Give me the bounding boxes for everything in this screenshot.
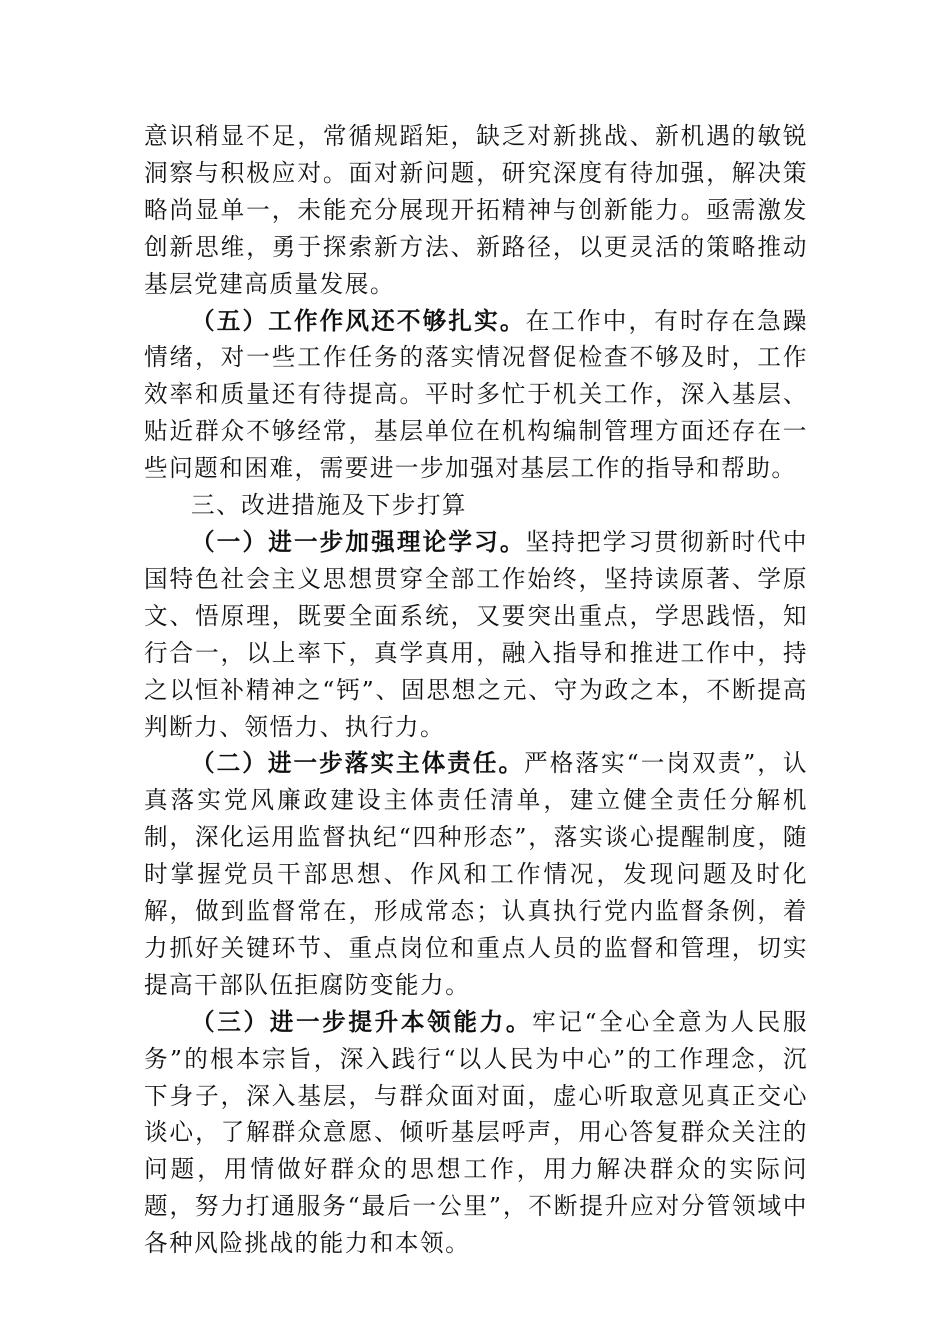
body-paragraph bbox=[144, 303, 808, 488]
paragraph-text: 意识稍显不足，常循规蹈矩，缺乏对新挑战、新机遇的敏锐洞察与积极应对。面对新问题，研究深度有待加强，解决策略尚显单一，未能充分展现开拓精神与创新能力。亟需激发创新思维，勇于探索新方法、新路径，以更灵活的策略推动基层党建高质量发展。 bbox=[144, 122, 808, 298]
paragraph-text: 在工作中，有时存在急躁情绪，对一些工作任务的落实情况督促检查不够及时，工作效率和质量还有待提高。平时多忙于机关工作，深入基层、贴近群众不够经常，基层单位在机构编制管理方面还存在一些问题和困难，需要进一步加强对基层工作的指导和帮助。 bbox=[144, 306, 809, 483]
measure-paragraph bbox=[144, 524, 808, 745]
measure-lead: （二）进一步落实主体责任。 bbox=[191, 749, 525, 778]
section-heading: 三、改进措施及下步打算 bbox=[191, 491, 468, 520]
measure-paragraph bbox=[144, 745, 808, 1003]
body-paragraph bbox=[144, 118, 808, 303]
document-page bbox=[144, 118, 808, 1262]
measure-lead: （一）进一步加强理论学习。 bbox=[191, 527, 526, 556]
measure-text: 坚持把学习贯彻新时代中国特色社会主义思想贯穿全部工作始终，坚持读原著、学原文、悟原理，既要全面系统，又要突出重点，学思践悟，知行合一，以上率下，真学真用，融入指导和推进工作中，持之以恒补精神之“钙”、固思想之元、守为政之本，不断提高判断力、领悟力、执行力。 bbox=[144, 527, 809, 741]
paragraph-lead: （五）工作作风还不够扎实。 bbox=[191, 306, 526, 335]
measure-text: 牢记“全心全意为人民服务”的根本宗旨，深入践行“以人民为中心”的工作理念，沉下身子，深入基层，与群众面对面，虚心听取意见真正交心谈心，了解群众意愿、倾听基层呼声，用心答复群众关注的问题，用情做好群众的思想工作，用力解决群众的实际问题，努力打通服务“最后一公里”，不断提升应对分管领域中各种风险挑战的能力和本领。 bbox=[144, 1007, 809, 1258]
measure-lead: （三）进一步提升本领能力。 bbox=[191, 1007, 533, 1036]
measure-text: 严格落实“一岗双责”，认真落实党风廉政建设主体责任清单，建立健全责任分解机制，深化运用监督执纪“四种形态”，落实谈心提醒制度，随时掌握党员干部思想、作风和工作情况，发现问题及时化解，做到监督常在，形成常态；认真执行党内监督条例，着力抓好关键环节、重点岗位和重点人员的监督和管理，切实提高干部队伍拒腐防变能力。 bbox=[144, 749, 808, 999]
measure-paragraph bbox=[144, 1004, 808, 1262]
